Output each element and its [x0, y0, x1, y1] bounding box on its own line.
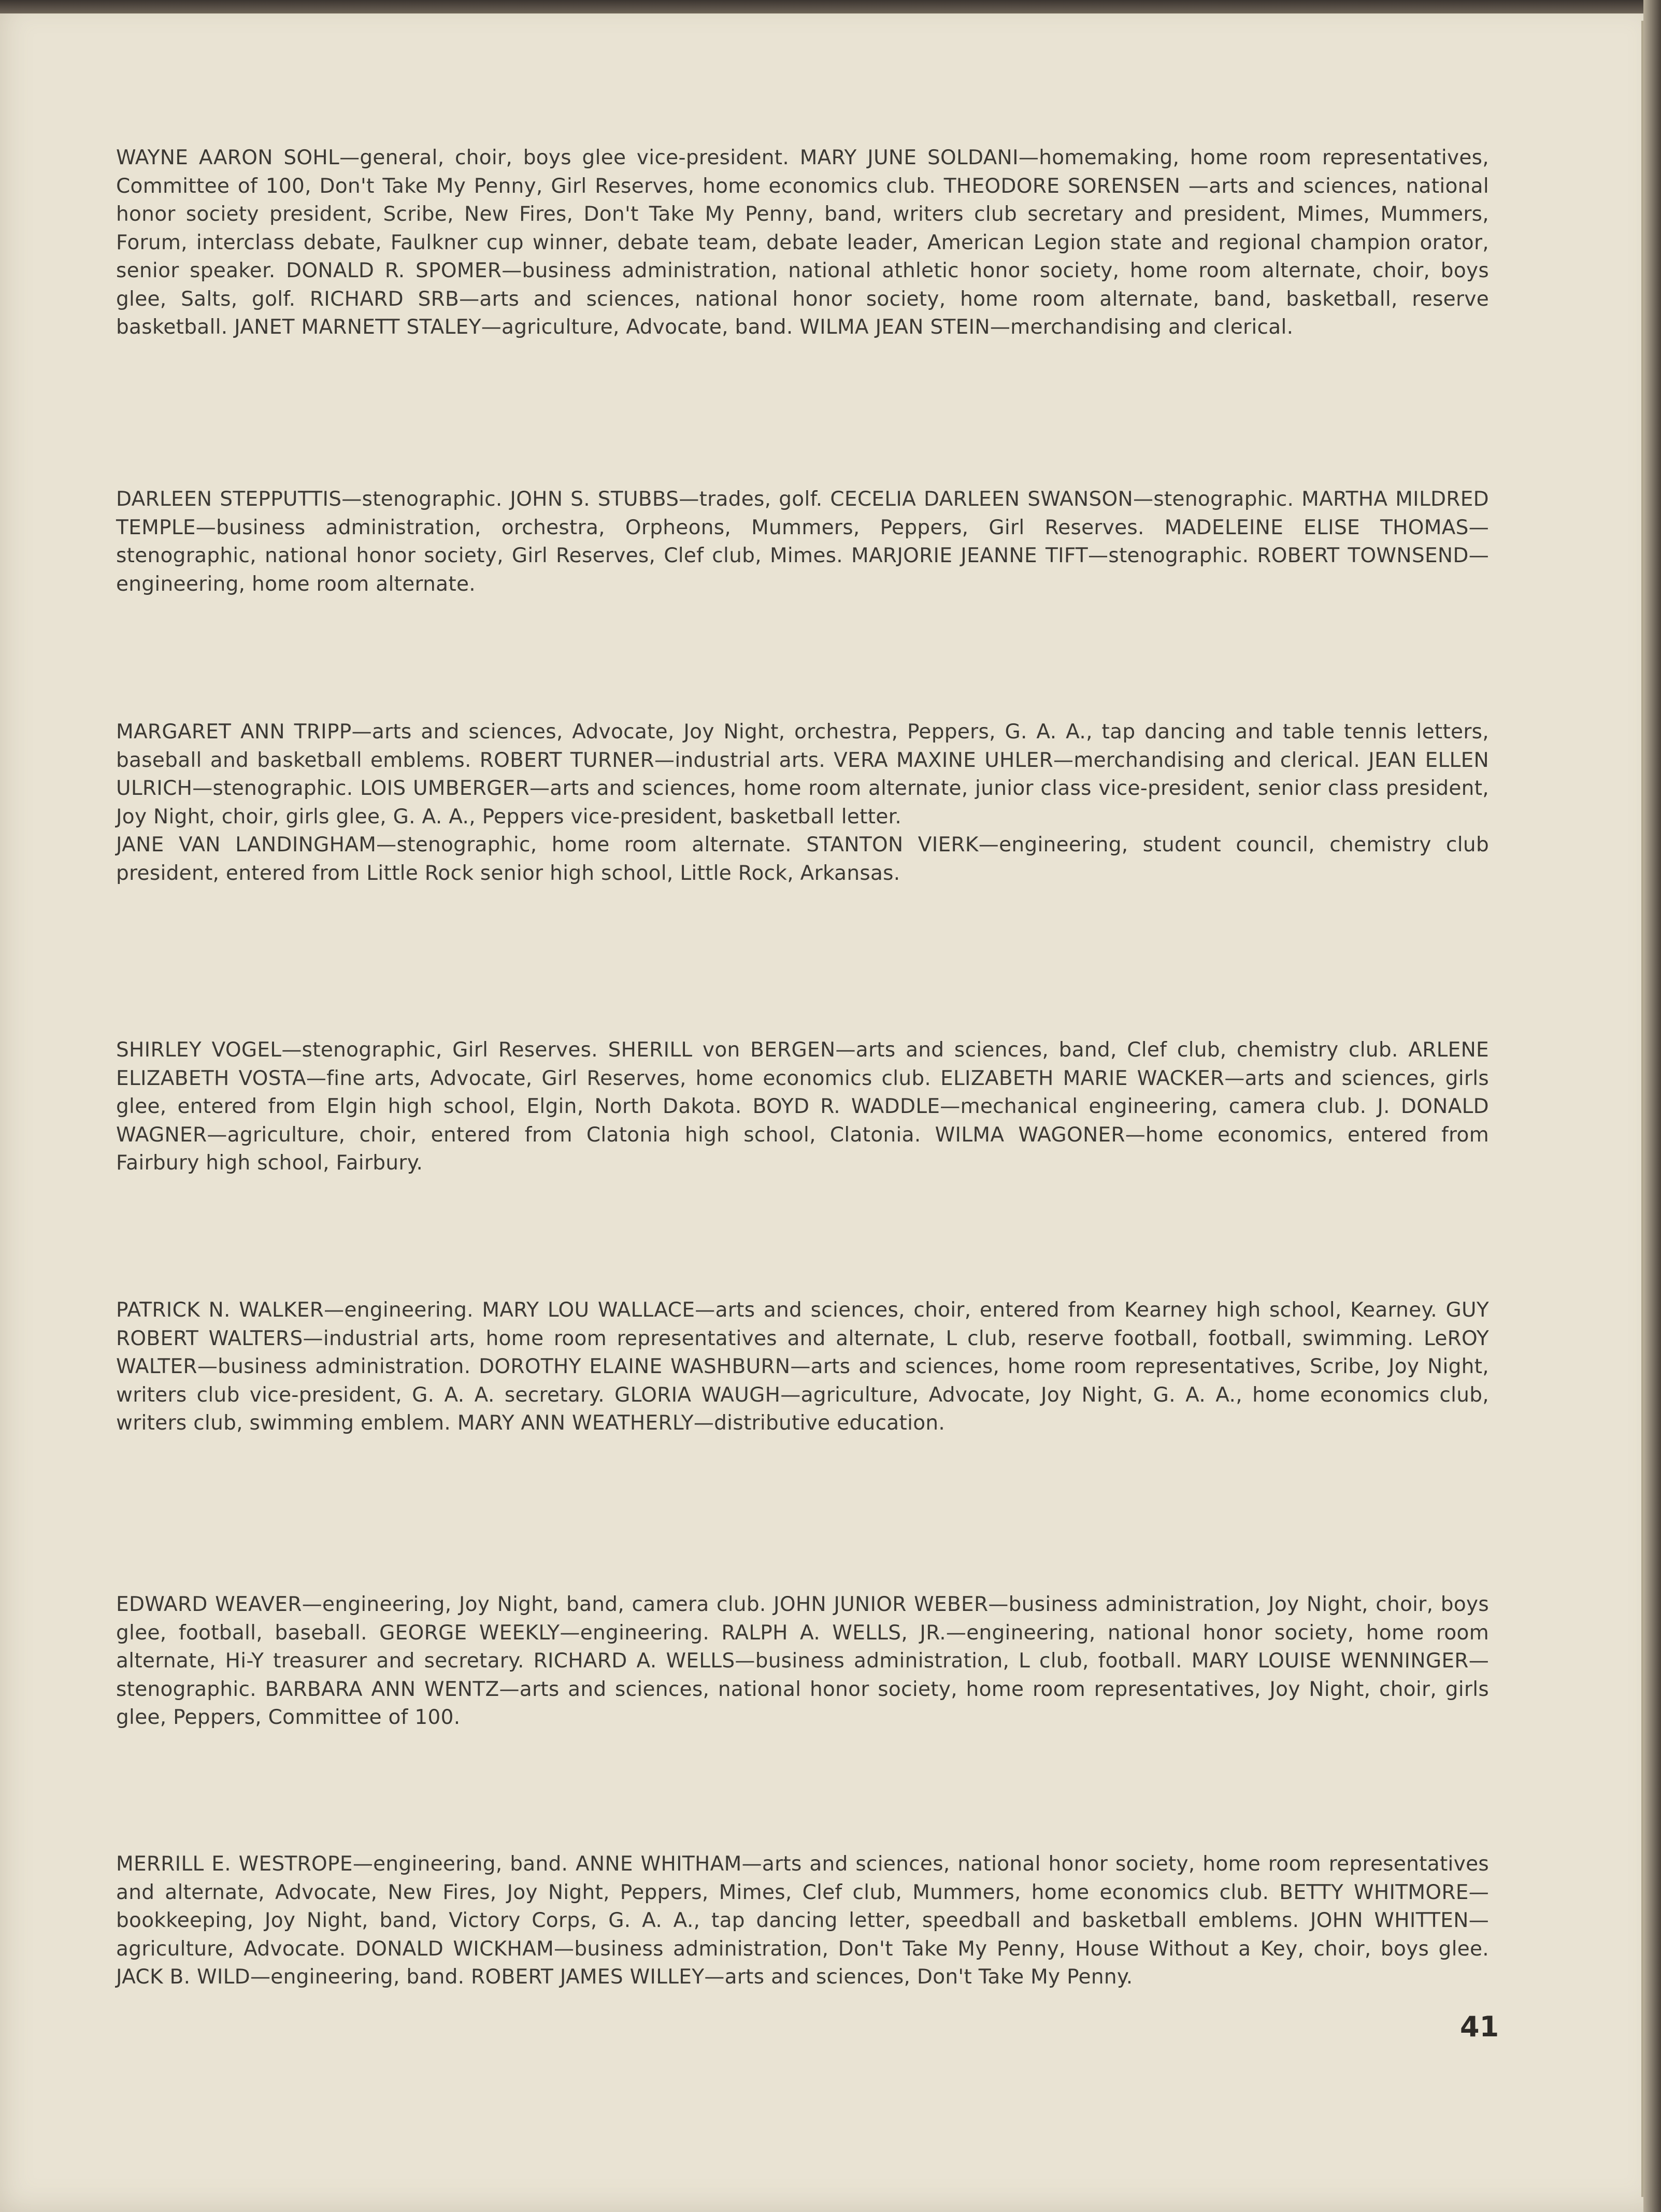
- page-number: 41: [1460, 2010, 1499, 2043]
- senior-paragraph-4: [116, 1036, 1489, 1178]
- senior-paragraph-1: [116, 144, 1489, 342]
- senior-entries-s-t: DARLEEN STEPPUTTIS—stenographic. JOHN S. STUBBS—trades, golf. CECELIA DARLEEN SWANSON—stenographic. MARTHA MILDRED TEMPLE—business administration, orchestra, Orpheons, Mummers, Peppers, Girl Reserves. MADELEINE ELISE THOMAS—stenographic, national honor society, Girl Reserves, Clef club, Mimes. MARJORIE JEANNE TIFT—stenographic. ROBERT TOWNSEND—engineering, home room alternate.: [116, 488, 1489, 596]
- senior-entries-v: JANE VAN LANDINGHAM—stenographic, home room alternate. STANTON VIERK—engineering, student council, chemistry club president, entered from Little Rock senior high school, Little Rock, Arkansas.: [116, 833, 1489, 885]
- senior-entries-s: WAYNE AARON SOHL—general, choir, boys glee vice-president. MARY JUNE SOLDANI—homemaking, home room representatives, Committee of 100, Don't Take My Penny, Girl Reserves, home economics club. THEODORE SORENSEN —arts and sciences, national honor society president, Scribe, New Fires, Don't Take My Penny, band, writers club secretary and president, Mimes, Mummers, Forum, interclass debate, Faulkner cup winner, debate team, debate leader, American Legion state and regional champion orator, senior speaker. DONALD R. SPOMER—business administration, national athletic honor society, home room alternate, choir, boys glee, Salts, golf. RICHARD SRB—arts and sciences, national honor society, home room alternate, band, basketball, reserve basketball. JANET MARNETT STALEY—agriculture, Advocate, band. WILMA JEAN STEIN—merchandising and clerical.: [116, 146, 1489, 339]
- senior-paragraph-2: [116, 486, 1489, 598]
- page-top-edge: [0, 0, 1661, 13]
- senior-entries-t-u: MARGARET ANN TRIPP—arts and sciences, Advocate, Joy Night, orchestra, Peppers, G. A. A., tap dancing and table tennis letters, baseball and basketball emblems. ROBERT TURNER—industrial arts. VERA MAXINE UHLER—merchandising and clerical. JEAN ELLEN ULRICH—stenographic. LOIS UMBERGER—arts and sciences, home room alternate, junior class vice-president, senior class president, Joy Night, choir, girls glee, G. A. A., Peppers vice-president, basketball letter.: [116, 720, 1489, 829]
- senior-entries-wa-we: PATRICK N. WALKER—engineering. MARY LOU WALLACE—arts and sciences, choir, entered from Kearney high school, Kearney. GUY ROBERT WALTERS—industrial arts, home room representatives and alternate, L club, reserve football, football, swimming. LeROY WALTER—business administration. DOROTHY ELAINE WASHBURN—arts and sciences, home room representatives, Scribe, Joy Night, writers club vice-president, G. A. A. secretary. GLORIA WAUGH—agriculture, Advocate, Joy Night, G. A. A., home economics club, writers club, swimming emblem. MARY ANN WEATHERLY—distributive education.: [116, 1298, 1489, 1435]
- senior-entries-wi: MERRILL E. WESTROPE—engineering, band. ANNE WHITHAM—arts and sciences, national honor society, home room representatives and alternate, Advocate, New Fires, Joy Night, Peppers, Mimes, Clef club, Mummers, home economics club. BETTY WHITMORE—bookkeeping, Joy Night, band, Victory Corps, G. A. A., tap dancing letter, speedball and basketball emblems. JOHN WHITTEN—agriculture, Advocate. DONALD WICKHAM—business administration, Don't Take My Penny, House Without a Key, choir, boys glee. JACK B. WILD—engineering, band. ROBERT JAMES WILLEY—arts and sciences, Don't Take My Penny.: [116, 1852, 1489, 1989]
- senior-paragraph-3: [116, 718, 1489, 888]
- senior-entries-we: EDWARD WEAVER—engineering, Joy Night, band, camera club. JOHN JUNIOR WEBER—business administration, Joy Night, choir, boys glee, football, baseball. GEORGE WEEKLY—engineering. RALPH A. WELLS, JR.—engineering, national honor society, home room alternate, Hi-Y treasurer and secretary. RICHARD A. WELLS—business administration, L club, football. MARY LOUISE WENNINGER—stenographic. BARBARA ANN WENTZ—arts and sciences, national honor society, home room representatives, Joy Night, choir, girls glee, Peppers, Committee of 100.: [116, 1593, 1489, 1729]
- senior-entries-v-w: SHIRLEY VOGEL—stenographic, Girl Reserves. SHERILL von BERGEN—arts and sciences, band, Clef club, chemistry club. ARLENE ELIZABETH VOSTA—fine arts, Advocate, Girl Reserves, home economics club. ELIZABETH MARIE WACKER—arts and sciences, girls glee, entered from Elgin high school, Elgin, North Dakota. BOYD R. WADDLE—mechanical engineering, camera club. J. DONALD WAGNER—agriculture, choir, entered from Clatonia high school, Clatonia. WILMA WAGONER—home economics, entered from Fairbury high school, Fairbury.: [116, 1038, 1489, 1175]
- senior-paragraph-5: [116, 1296, 1489, 1438]
- page-fold-line: [1641, 21, 1643, 2197]
- senior-paragraph-7: [116, 1850, 1489, 1992]
- senior-paragraph-6: [116, 1591, 1489, 1732]
- page-right-edge: [1643, 0, 1661, 2212]
